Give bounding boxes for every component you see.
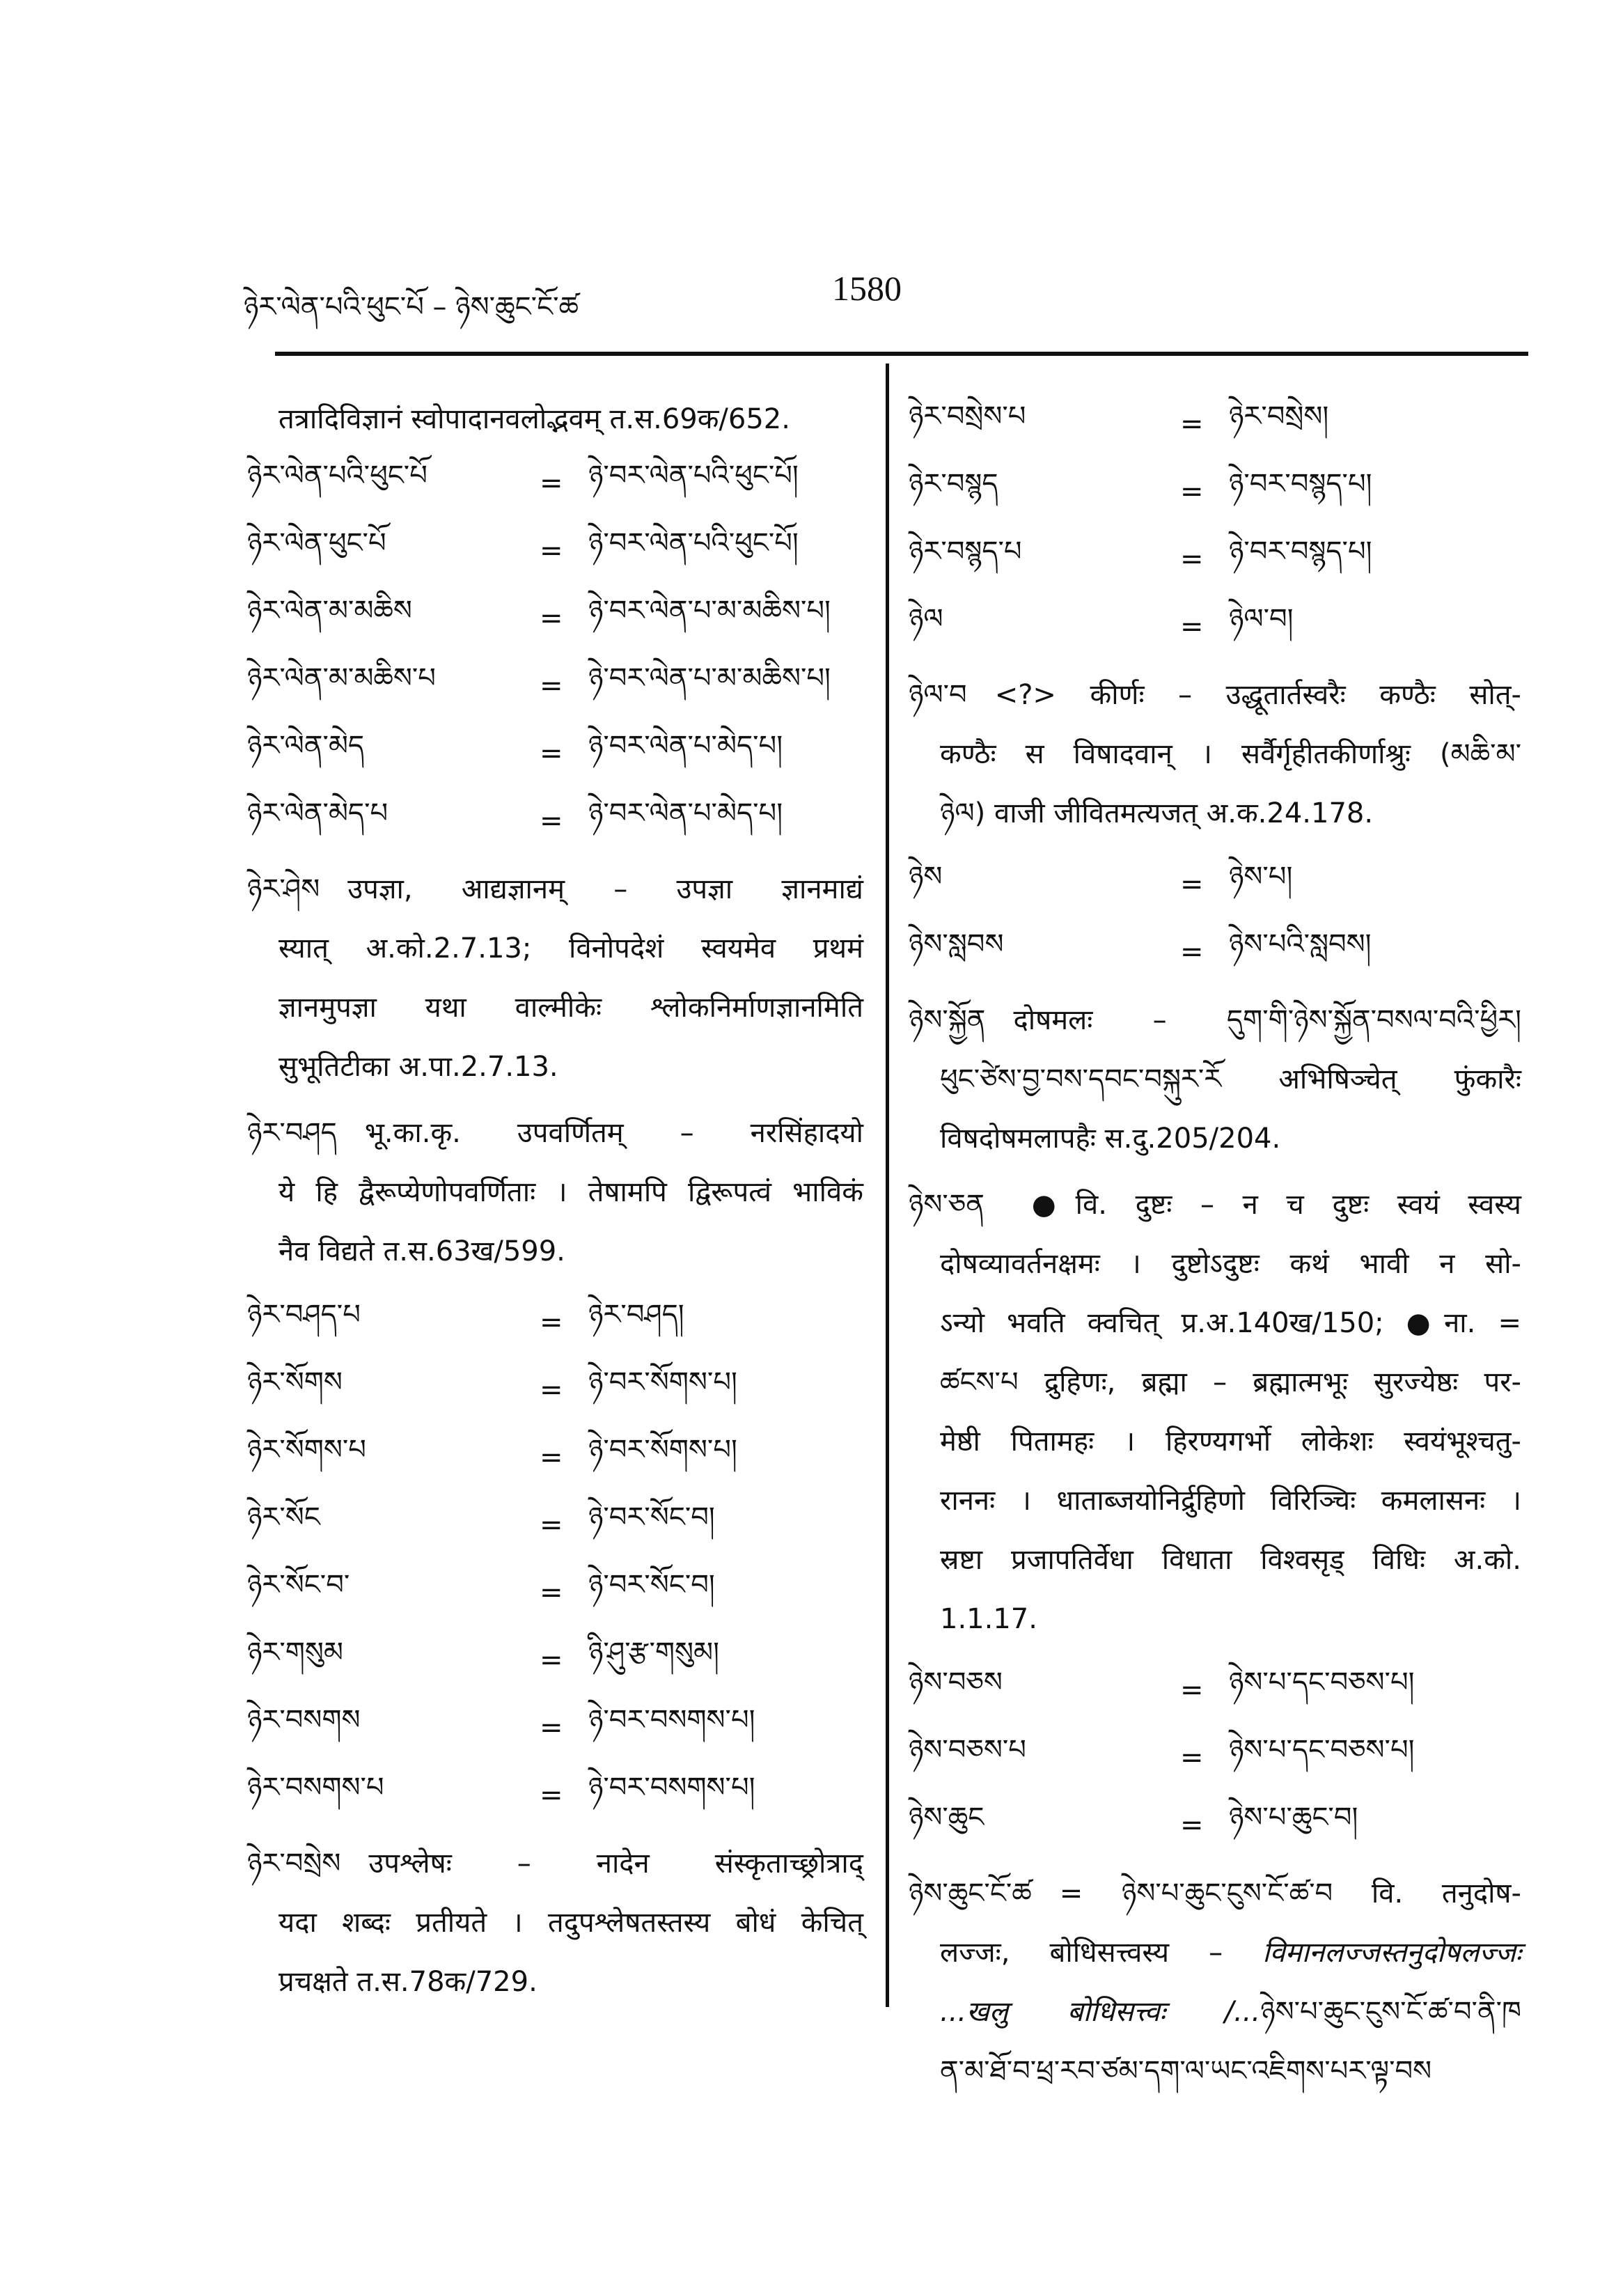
crossref-target: ཉེ་བར་ལེན་པ་མ་མཆིས་པ། [588, 595, 831, 627]
definition-text: ऽन्यो भवति क्वचित् प्र.अ.140ख/150; ●ना. = [940, 1307, 1521, 1339]
page-number: 1580 [832, 269, 902, 308]
dictionary-entry-crossref [247, 1694, 863, 1761]
headword: ཉེར་སོང་བ་ [247, 1569, 350, 1601]
definition-text: स्यात् अ.को.2.7.13; विनोपदेशं स्वयमेव प्रथमं [279, 932, 863, 965]
definition-text: प्रचक्षते त.स.78क/729. [279, 1966, 538, 1998]
dictionary-entry-crossref [247, 1626, 863, 1694]
headword: ཉེར་བསྲེས [247, 1848, 341, 1880]
definition-text: दोषव्यावर्तनक्षमः । दुष्टोऽदुष्टः कथं भावी न सो- [940, 1248, 1521, 1280]
dictionary-entry-definition [909, 666, 1521, 843]
headword: ཉེར་ཤེས [247, 873, 320, 905]
definition-line [247, 860, 863, 919]
dictionary-entry-crossref [909, 850, 1521, 918]
crossref-target: ཉེལ་བ། [1229, 603, 1294, 635]
crossref-target: ཉེ་བར་ལེན་པའི་ཕུང་པོ། [588, 460, 799, 492]
dictionary-entry-crossref [247, 787, 863, 854]
headword: ཉེར་ལེན་མ་མཆིས་པ [247, 662, 436, 694]
definition-text: विषदोषमलापहैः स.दु.205/204. [940, 1123, 1281, 1155]
equals-sign: = [540, 1779, 563, 1811]
definition-text: उपज्ञा, आद्यज्ञानम् – उपज्ञा ज्ञानमाद्यं [347, 873, 863, 905]
definition-line [247, 1038, 863, 1097]
headword: ཉེར་བསགས་པ [247, 1772, 384, 1804]
definition-line [909, 725, 1521, 784]
equals-sign: = [540, 1576, 563, 1609]
crossref-target: ཉེས་པའི་སླབས། [1229, 928, 1372, 960]
equals-sign: = [1180, 475, 1204, 508]
crossref-target: ཉེས་པ་ཆུང་བ། [1229, 1802, 1358, 1834]
headword: ཉེར་བསྙད [909, 468, 998, 500]
definition-text: लज्जः, बोधिसत्त्वस्य – [940, 1937, 1263, 1969]
headword: ཉེར་བསྲེས་པ [909, 400, 1026, 432]
dictionary-entry-crossref [247, 1423, 863, 1491]
dictionary-entry-crossref [247, 719, 863, 787]
definition-text: <?> कीर्णः – उद्धूतार्तस्वरैः कण्ठैः सोत्- [994, 679, 1521, 711]
equals-sign: = [1180, 868, 1204, 900]
crossref-target: ཉེ་བར་སོང་བ། [588, 1569, 715, 1601]
dictionary-entry-crossref [247, 652, 863, 719]
headword: ཉེར་ལེན་ཕུང་པོ [247, 527, 386, 559]
definition-text: राननः । धाताब्जयोनिर्द्रुहिणो विरिञ्चिः कमलासनः । [940, 1485, 1521, 1517]
definition-text: उपश्लेषः – नादेन संस्कृताच्छ्रोत्राद् [368, 1848, 863, 1880]
headword: ཉེས་སླབས [909, 928, 1004, 960]
definition-line [909, 666, 1521, 725]
dictionary-entry-crossref [247, 1559, 863, 1626]
definition-line [247, 1163, 863, 1222]
equals-sign: = [540, 1441, 563, 1474]
headword: ཉེར་གསུམ [247, 1637, 343, 1669]
dictionary-entry-definition [247, 1104, 863, 1281]
equals-sign: = [1180, 1809, 1204, 1841]
dictionary-entry-definition [909, 991, 1521, 1169]
crossref-target: ཉེས་པ་དང་བཅས་པ། [1229, 1666, 1415, 1698]
headword: ཉེར་བཤད [247, 1117, 337, 1149]
dictionary-entry-crossref [909, 458, 1521, 525]
headword: ཉེར་ལེན་པའི་ཕུང་པོ [247, 460, 427, 492]
dictionary-entry-crossref [247, 1356, 863, 1423]
definition-line [909, 1864, 1521, 1923]
left-column [247, 390, 863, 2019]
definition-line [909, 1590, 1521, 1649]
dictionary-entry-definition [247, 1834, 863, 2012]
equals-sign: = [540, 1306, 563, 1338]
dictionary-entry-crossref [909, 1656, 1521, 1724]
definition-line [909, 1050, 1521, 1109]
definition-line [909, 1294, 1521, 1353]
headword: ཉེར་སོང [247, 1501, 320, 1533]
definition-line [909, 991, 1521, 1050]
crossref-target: ཉེ་བར་བསགས་པ། [588, 1704, 755, 1736]
definition-line [909, 1235, 1521, 1294]
definition-line [909, 1353, 1521, 1412]
equals-sign: = [1180, 1741, 1204, 1774]
dictionary-entry-crossref [909, 593, 1521, 660]
crossref-target: ཉེ་བར་སོང་བ། [588, 1501, 715, 1533]
dictionary-entry-crossref [909, 918, 1521, 985]
headword: ཉེས་ཆུང [909, 1802, 984, 1834]
definition-text: कण्ठैः स विषादवान् । सर्वैर्गृहीतकीर्णाश्रुः (མཆི་མ་ [940, 738, 1521, 770]
dictionary-entry-crossref [909, 525, 1521, 593]
quoted-text-italic: ...खलु बोधिसत्त्वः /... [940, 1996, 1261, 2028]
definition-line [909, 1531, 1521, 1590]
equals-sign: = [540, 669, 563, 702]
equals-sign: = [540, 1508, 563, 1541]
equals-sign: = [540, 467, 563, 499]
definition-line [909, 1923, 1521, 1983]
crossref-target: ཉེས་པ། [1229, 861, 1293, 893]
running-title: ཉེར་ལེན་པའི་ཕུང་པོ – ཉེས་ཆུང་ངོ་ཚ [244, 291, 579, 323]
definition-line [247, 1104, 863, 1163]
quoted-text-italic: विमानलज्जस्तनुदोषलज्जः [1262, 1937, 1521, 1969]
dictionary-entry-crossref [247, 1491, 863, 1559]
definition-line [909, 1412, 1521, 1471]
headword: ཉེལ་བ [909, 679, 967, 711]
headword: ཉེས་བཅས [909, 1666, 1003, 1698]
headword: ཉེར་བསྙད་པ [909, 536, 1022, 568]
crossref-target: ཉེ་བར་བསགས་པ། [588, 1772, 755, 1804]
definition-text: ●वि. दुष्टः – न च दुष्टः स्वयं स्वस्य [1012, 1189, 1521, 1221]
definition-line [909, 2042, 1521, 2101]
definition-text: मेष्ठी पितामहः । हिरण्यगर्भो लोकेशः स्वयंभूश्चतु- [940, 1426, 1521, 1458]
definition-text: यदा शब्दः प्रतीयते । तदुपश्लेषतस्तस्य बोधं केचित् [279, 1907, 863, 1939]
right-column [909, 390, 1521, 2108]
definition-line [247, 1222, 863, 1281]
dictionary-entry-crossref [909, 390, 1521, 458]
definition-text: नैव विद्यते त.स.63ख/599. [279, 1235, 565, 1267]
headword: ཉེས་སྐྱོན [909, 1004, 986, 1036]
equals-sign: = [1180, 1673, 1204, 1706]
dictionary-entry-definition [909, 1864, 1521, 2101]
crossref-target: ཉེ་བར་སོགས་པ། [588, 1366, 737, 1398]
definition-line [247, 978, 863, 1038]
headword: ཉེས [909, 861, 943, 893]
equals-sign: = [540, 804, 563, 837]
definition-text: भू.का.कृ. उपवर्णितम् – नरसिंहादयो [364, 1117, 863, 1149]
equals-sign: = [540, 1711, 563, 1744]
headword: ཉེར་ལེན་མ་མཆིས [247, 595, 412, 627]
definition-line [247, 1834, 863, 1893]
dictionary-entry-crossref [247, 449, 863, 517]
dictionary-entry-crossref [909, 1791, 1521, 1859]
equals-sign: = [540, 534, 563, 567]
crossref-target: ཉེ་བར་ལེན་པ་མེད་པ། [588, 730, 783, 762]
equals-sign: = [1180, 610, 1204, 643]
headword: ཉེས་བཅས་པ [909, 1734, 1026, 1766]
dictionary-entry-definition [909, 1176, 1521, 1649]
definition-text: दोषमलः – དུག་གི་ཉེས་སྐྱོན་བསལ་བའི་ཕྱིར། [1013, 1004, 1521, 1036]
crossref-target: ཉེས་པ་དང་བཅས་པ། [1229, 1734, 1415, 1766]
dictionary-entry-crossref [909, 1724, 1521, 1791]
definition-text: स्रष्टा प्रजापतिर्वेधा विधाता विश्वसृड् विधिः अ.को. [940, 1544, 1521, 1576]
crossref-target: ཉི་ཤུ་རྩ་གསུམ། [588, 1637, 719, 1669]
entry-continuation: तत्रादिविज्ञानं स्वोपादानवलोद्भवम् त.स.69क/652. [279, 403, 790, 435]
definition-text: सुभूतिटीका अ.पा.2.7.13. [279, 1051, 558, 1083]
definition-text: ཉེས་པ་ཆུང་ངུས་ངོ་ཚ་བ་ནི་ཁ [1260, 1996, 1521, 2028]
dictionary-entry-crossref [247, 584, 863, 652]
equals-sign: = [540, 737, 563, 770]
crossref-target: ཉེར་བསྲེས། [1229, 400, 1329, 432]
definition-line [247, 1953, 863, 2012]
definition-line [909, 1109, 1521, 1169]
header-rule [275, 352, 1528, 356]
definition-line [247, 919, 863, 978]
dictionary-entry-crossref [247, 517, 863, 584]
definition-text: = ཉེས་པ་ཆུང་ངུས་ངོ་ཚ་བ वि. तनुदोष- [1059, 1877, 1521, 1910]
equals-sign: = [540, 1643, 563, 1676]
equals-sign: = [540, 602, 563, 634]
definition-text: ཕུང་ཙེས་བྱ་བས་དབང་བསྐུར་རོ अभिषिञ्चेत् फुंकारैः [940, 1063, 1521, 1095]
definition-line [247, 1893, 863, 1953]
definition-text: ये हि द्वैरूप्येणोपवर्णिताः । तेषामपि द्विरूपत्वं भाविकं [279, 1176, 863, 1208]
column-divider [886, 364, 889, 2007]
equals-sign: = [540, 1373, 563, 1406]
definition-text: ན་མ་ཐོ་བ་ཕྲ་རབ་ཙམ་དག་ལ་ཡང་འཇིགས་པར་ལྟ་བས [940, 2055, 1432, 2087]
crossref-target: ཉེ་བར་ལེན་པ་མ་མཆིས་པ། [588, 662, 831, 694]
headword: ཉེར་བསགས [247, 1704, 361, 1736]
headword: ཉེལ [909, 603, 943, 635]
dictionary-entry-crossref [247, 1761, 863, 1829]
headword: ཉེས་ཆུང་ངོ་ཚ [909, 1877, 1032, 1910]
headword: ཉེར་སོགས་པ [247, 1434, 366, 1466]
crossref-target: ཉེ་བར་བསྙད་པ། [1229, 468, 1372, 500]
definition-text: ཉེལ) वाजी जीवितमत्यजत् अ.क.24.178. [940, 797, 1374, 829]
headword: ཉེས་ཅན [909, 1189, 984, 1221]
definition-line [909, 1471, 1521, 1531]
equals-sign: = [1180, 935, 1204, 968]
headword: ཉེར་བཤད་པ [247, 1299, 361, 1331]
dictionary-entry-definition [247, 860, 863, 1097]
definition-line [909, 784, 1521, 843]
definition-text: ज्ञानमुपज्ञा यथा वाल्मीकेः श्लोकनिर्माणज्ञानमिति [279, 992, 863, 1024]
crossref-target: ཉེར་བཤད། [588, 1299, 684, 1331]
headword: ཉེར་ལེན་མེད་པ [247, 797, 389, 829]
definition-text: ཚངས་པ द्रुहिणः, ब्रह्मा – ब्रह्मात्मभूः सुरज्येष्ठः पर- [940, 1366, 1521, 1398]
equals-sign: = [1180, 407, 1204, 440]
dictionary-entry-crossref [247, 1288, 863, 1356]
crossref-target: ཉེ་བར་ལེན་པའི་ཕུང་པོ། [588, 527, 799, 559]
equals-sign: = [1180, 542, 1204, 575]
crossref-target: ཉེ་བར་བསྙད་པ། [1229, 536, 1372, 568]
headword: ཉེར་སོགས [247, 1366, 343, 1398]
crossref-target: ཉེ་བར་སོགས་པ། [588, 1434, 737, 1466]
headword: ཉེར་ལེན་མེད [247, 730, 365, 762]
definition-text: 1.1.17. [940, 1603, 1037, 1635]
definition-line [909, 1176, 1521, 1235]
definition-line [909, 1983, 1521, 2042]
crossref-target: ཉེ་བར་ལེན་པ་མེད་པ། [588, 797, 783, 829]
